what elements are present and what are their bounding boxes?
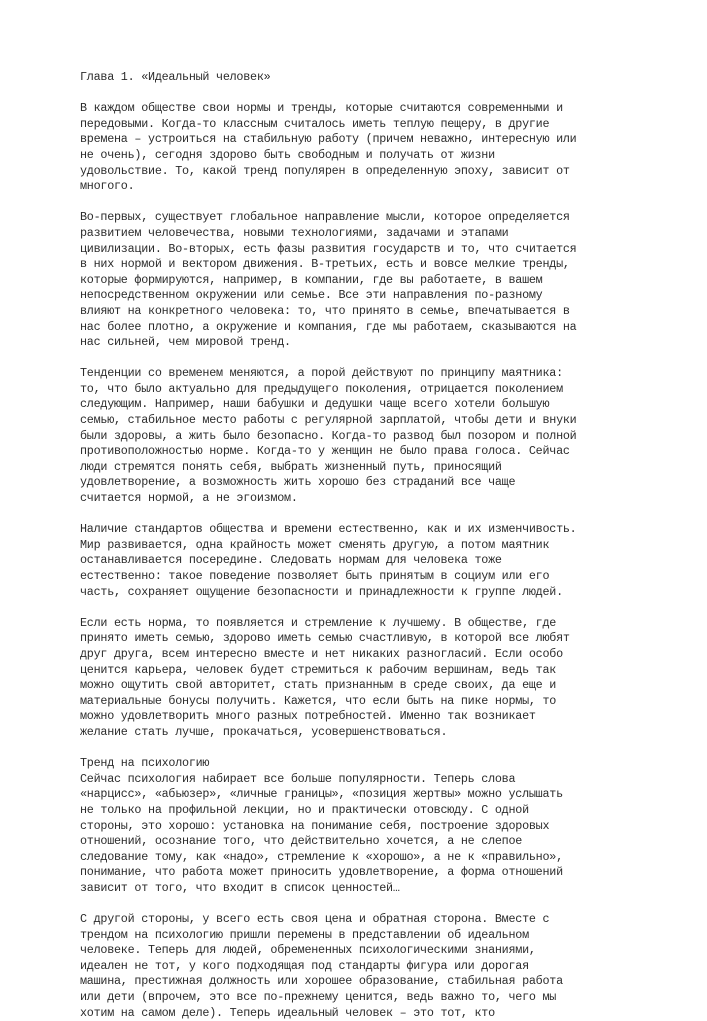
paragraph: В каждом обществе свои нормы и тренды, которые считаются современными и передовыми. Когда-то классным считалось иметь теплую пещеру, в другие времена – устроиться на стабильную работу (причем неважно, интересную или не очень), сегодня здорово быть свободным и получать от жизни удовольствие. То, какой тренд популярен в определенную эпоху, зависит от многого. bbox=[80, 101, 577, 194]
paragraph: Тенденции со временем меняются, а порой действуют по принципу маятника: то, что было актуально для предыдущего поколения, отрицается поколением следующим. Например, наши бабушки и дедушки чаще всего хотели большую семью, стабильное место работы с регулярной зарплатой, чтобы дети и внуки были здоровы, а жить было безопасно. Когда-то развод был позором и полной противоположностью норме. Когда-то у женщин не было права голоса. Сейчас люди стремятся понять себя, выбрать жизненный путь, приносящий удовлетворение, а возможность жить хорошо без страданий все чаще считается нормой, а не эгоизмом. bbox=[80, 366, 577, 506]
section-paragraph: Сейчас психология набирает все больше популярности. Теперь слова «нарцисс», «абьюзер», «личные границы», «позиция жертвы» можно услышать не только на профильной лекции, но и практически отовсюду. С одной стороны, это хорошо: установка на понимание себя, построение здоровых отношений, осознание того, что действительно хочется, а не слепое следование тому, как «надо», стремление к «хорошо», а не к «правильно», понимание, что работа может приносить удовлетворение, а форма отношений зависит от того, что входит в список ценностей… bbox=[80, 771, 563, 895]
section-title: Тренд на психологию bbox=[80, 756, 210, 771]
paragraph: Во-первых, существует глобальное направление мысли, которое определяется развитием человечества, новыми технологиями, задачами и этапами цивилизации. Во-вторых, есть фазы развития государств и то, что считается в них нормой и вектором движения. В-третьих, есть и вовсе мелкие тренды, которые формируются, например, в компании, где вы работаете, в вашем непосредственном окружении или семье. Все эти направления по-разному влияют на конкретного человека: то, что принято в семье, впечатывается в нас более плотно, а окружение и компания, где мы работаем, сказываются на нас сильней, чем мировой тренд. bbox=[80, 210, 577, 350]
document-page bbox=[80, 70, 640, 1021]
section-paragraph: С другой стороны, у всего есть своя цена и обратная сторона. Вместе с трендом на психологию пришли перемены в представлении об идеальном человеке. Теперь для людей, обремененных психологическими знаниями, идеален не тот, у кого подходящая под стандарты фигура или дорогая машина, престижная должность или хорошее образование, стабильная работа или дети (впрочем, это все по-прежнему ценится, ведь важно то, чего мы хотим на самом деле). Теперь идеальный человек – это тот, кто bbox=[80, 912, 563, 1020]
paragraph: Наличие стандартов общества и времени естественно, как и их изменчивость. Мир развивается, одна крайность может сменять другую, а потом маятник останавливается посередине. Следовать нормам для человека тоже естественно: такое поведение позволяет быть принятым в социум или его часть, сохраняет ощущение безопасности и принадлежности к группе людей. bbox=[80, 522, 577, 599]
chapter-title: Глава 1. «Идеальный человек» bbox=[80, 70, 271, 84]
paragraph: Если есть норма, то появляется и стремление к лучшему. В обществе, где принято иметь семью, здорово иметь семью счастливую, в которой все любят друг друга, всем интересно вместе и нет никаких разногласий. Если особо ценится карьера, человек будет стремиться к рабочим вершинам, ведь так можно ощутить свой авторитет, стать признанным в среде своих, да еще и материальные бонусы получить. Кажется, что если быть на пике нормы, то можно удовлетворить много разных потребностей. Именно так возникает желание стать лучше, прокачаться, усовершенствоваться. bbox=[80, 615, 570, 739]
